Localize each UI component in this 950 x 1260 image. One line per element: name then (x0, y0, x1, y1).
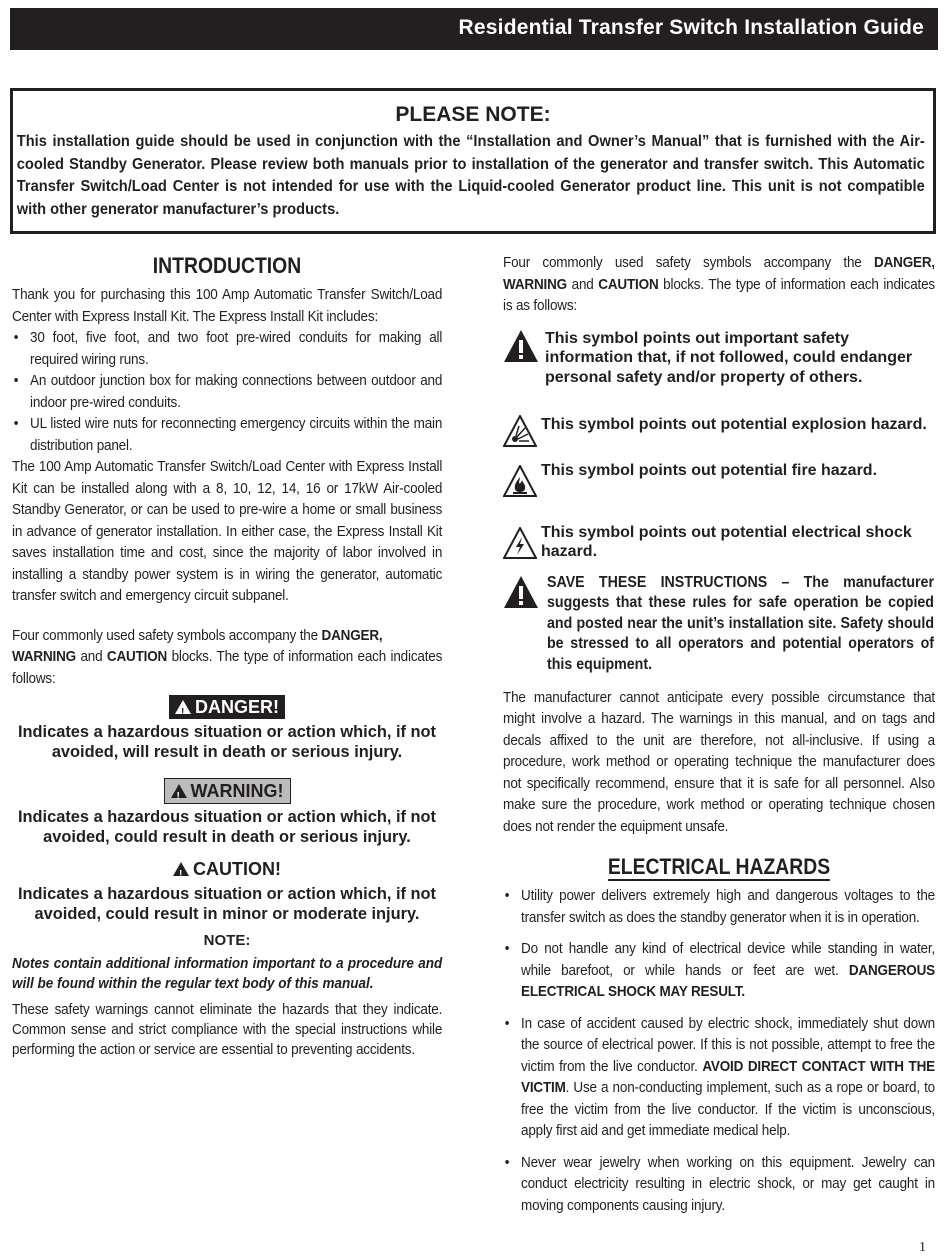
caution-description: Indicates a hazardous situation or action which, if not avoided, could result in minor or moderate injury. (17, 885, 436, 923)
warning-signal (164, 778, 291, 804)
list-item (503, 938, 935, 1003)
text-run: DANGER, (873, 254, 935, 271)
text-run: AVOID DIRECT CONTACT WITH THE VICTIM (521, 1057, 935, 1096)
danger-signal-wrap (12, 695, 442, 719)
symbol-save (503, 573, 935, 677)
electrical-list (503, 885, 935, 1216)
explosion-icon (503, 415, 537, 447)
manufacturer-paragraph: The manufacturer cannot anticipate every possible circumstance that might involve a hazard. The warnings in this manual, and on tags and decals affixed to the unit are therefore, not all-inclusive. If using a procedure, work method or operating technique the manufacturer does not specifically recommend, ensure that it is safe for all personnel. Also make sure the procedure, work method or operating technique chosen does not render the equipment unsafe. (503, 688, 935, 835)
electrical-hazards-title-text: ELECTRICAL HAZARDS (607, 854, 831, 879)
danger-signal (169, 695, 285, 719)
warning-triangle-icon (503, 575, 539, 609)
symbol-fire-text: This symbol points out potential fire hazard. (541, 461, 878, 479)
list-item: • Utility power delivers extremely high and dangerous voltages to the transfer switch as does the standby generator when it is in operation. (503, 885, 935, 928)
caution-signal-wrap (12, 857, 442, 881)
list-item: • UL listed wire nuts for reconnecting emergency circuits within the main distribution panel. (12, 413, 442, 456)
text-run: Four commonly used safety symbols accompany the (12, 626, 322, 644)
symbols-paragraph (12, 625, 442, 690)
electrical-shock-icon (503, 527, 537, 559)
symbol-shock-text: This symbol points out potential electrical shock hazard. (541, 523, 912, 560)
symbol-explosion-text: This symbol points out potential explosion hazard. (541, 415, 927, 433)
danger-description: Indicates a hazardous situation or action which, if not avoided, will result in death or serious injury. (17, 723, 436, 761)
text-run: DANGEROUS ELECTRICAL SHOCK MAY RESULT. (521, 961, 935, 1000)
text-run: In case of accident caused by electric shock, immediately shut down the source of electrical power. If this is not possible, attempt to free the victim from the live conductor. (521, 1014, 935, 1075)
text-run: CAUTION (598, 275, 659, 293)
header-bar (10, 8, 938, 50)
kit-list (12, 327, 442, 456)
right-column (503, 252, 935, 1216)
symbol-save-text: SAVE THESE INSTRUCTIONS – The manufacturer suggests that these rules for safe operation be copied and posted near the unit’s installation site. Safety should be stressed to all operators and potential operators of this equipment. (547, 573, 934, 673)
page-title: Residential Transfer Switch Installation Guide (458, 16, 924, 39)
text-run: Four commonly used safety symbols accompany the (503, 254, 874, 271)
symbol-shock (503, 523, 935, 567)
text-run: WARNING (12, 648, 76, 665)
text-run: Do not handle any kind of electrical device while standing in water, while barefoot, or while hands or feet are wet. (521, 940, 935, 979)
symbols-paragraph-right (503, 252, 935, 317)
text-run: blocks. The type of information each indicates is as follows: (503, 275, 935, 314)
introduction-title: INTRODUCTION (152, 253, 302, 278)
warning-description: Indicates a hazardous situation or action which, if not avoided, could result in death or serious injury. (17, 808, 436, 846)
list-item: • 30 foot, five foot, and two foot pre-wired conduits for making all required wiring runs. (12, 327, 442, 370)
text-run: CAUTION (106, 648, 168, 665)
intro-paragraph: Thank you for purchasing this 100 Amp Automatic Transfer Switch/Load Center with Express Install Kit. The Express Install Kit includes: (12, 286, 443, 325)
note-label: NOTE: (203, 932, 251, 949)
text-run: DANGER, (321, 626, 383, 644)
symbol-important-text: This symbol points out important safety information that, if not followed, could endanger personal safety and/or property of others. (545, 329, 913, 386)
text-run: and (75, 648, 107, 665)
please-note-title: PLEASE NOTE: (395, 103, 551, 126)
text-run: WARNING (503, 275, 567, 293)
text-run: . Use a non-conducting implement, such as a rope or board, to free the victim from the live conductor. If the victim is unconscious, apply first aid and get immediate medical help. (521, 1079, 935, 1139)
fire-icon (503, 465, 537, 497)
electrical-hazards-title (529, 851, 909, 885)
caution-label: CAUTION! (193, 859, 281, 879)
please-note-text: This installation guide should be used in conjunction with the “Installation and Owner’s Manual” that is furnished with the Air-cooled Standby Generator. Please review both manuals prior to installation of the generator and transfer switch. This Automatic Transfer Switch/Load Center is not intended for use with the Liquid-cooled Generator product line. This unit is not compatible with other generator manufacturer’s products. (16, 133, 925, 218)
text-run: blocks. The type of information each indicates follows: (12, 648, 443, 687)
warning-signal-wrap (12, 778, 442, 804)
list-item (503, 1013, 935, 1142)
warning-triangle-icon (173, 862, 189, 876)
symbol-important (503, 329, 935, 411)
warning-triangle-icon (503, 329, 539, 363)
symbol-explosion (503, 415, 935, 455)
note-text: Notes contain additional information important to a procedure and will be found within the regular text body of this manual. (12, 955, 443, 992)
closing-paragraph: These safety warnings cannot eliminate the hazards that they indicate. Common sense and strict compliance with the special instructions while performing the action or service are essential to preventing accidents. (12, 1001, 443, 1058)
list-item: • Never wear jewelry when working on this equipment. Jewelry can conduct electricity resulting in electric shock, or may get caught in moving components causing injury. (503, 1152, 935, 1217)
warning-triangle-icon (175, 700, 191, 714)
caution-signal (167, 857, 287, 881)
page-number: 1 (919, 1240, 926, 1255)
please-note-box (10, 88, 936, 234)
list-item: • An outdoor junction box for making connections between outdoor and indoor pre-wired conduits. (12, 370, 442, 413)
install-paragraph: The 100 Amp Automatic Transfer Switch/Load Center with Express Install Kit can be installed along with a 8, 10, 12, 14, 16 or 17kW Air-cooled Standby Generator, or can be used to pre-wire a home or small business in advance of generator installation. In either case, the Express Install Kit saves installation time and cost, since the majority of labor involved in installing a standby power system is in wiring the generator, automatic transfer switch and emergency circuit subpanel. (12, 458, 443, 604)
symbol-fire (503, 461, 935, 517)
text-run: and (566, 275, 599, 293)
warning-triangle-icon (171, 784, 187, 798)
danger-label: DANGER! (195, 697, 279, 717)
warning-label: WARNING! (190, 781, 284, 801)
left-column (12, 250, 442, 1060)
